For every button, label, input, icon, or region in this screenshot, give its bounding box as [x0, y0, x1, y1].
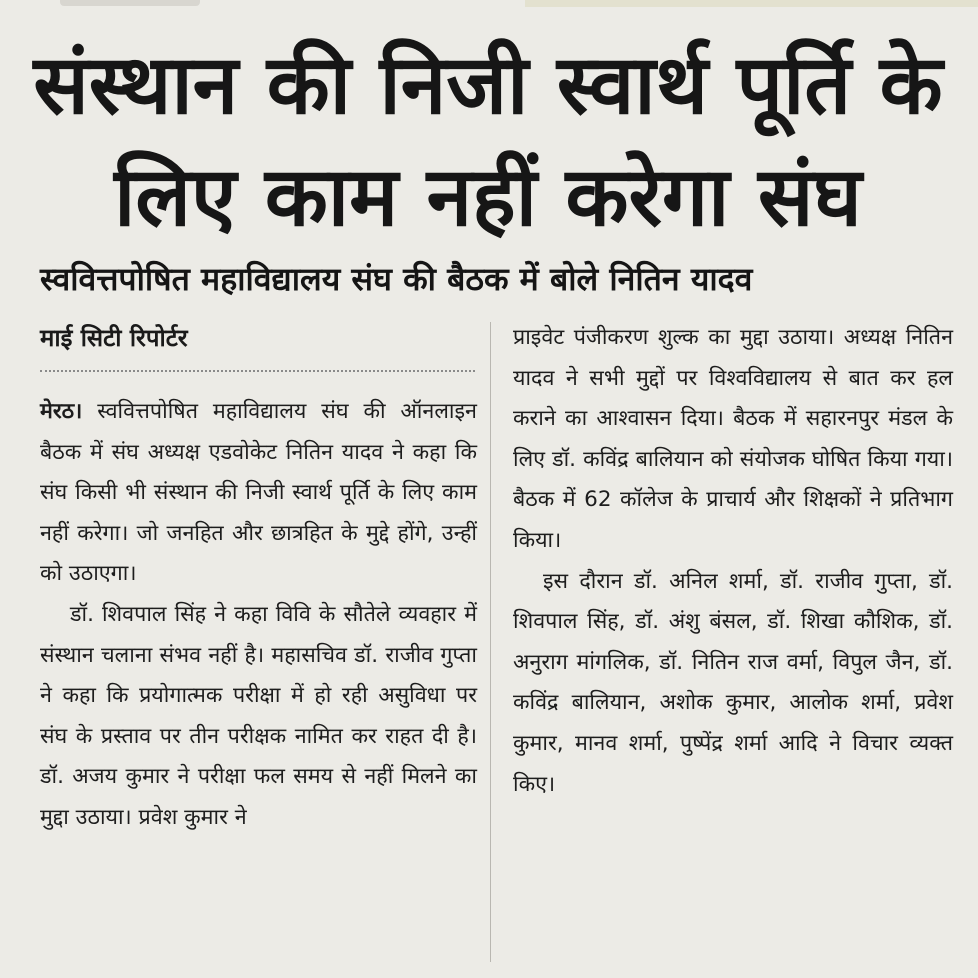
- right-paragraph-1: प्राइवेट पंजीकरण शुल्क का मुद्दा उठाया। अध्यक्ष नितिन यादव ने सभी मुद्दों पर विश्वविद्यालय से बात कर हल कराने का आश्वासन दिया। बैठक में सहारनपुर मंडल के लिए डॉ. कविंद्र बालियान को संयोजक घोषित किया गया। बैठक में 62 कॉलेज के प्राचार्य और शिक्षकों ने प्रतिभाग किया।: [513, 325, 953, 553]
- article-byline: माई सिटी रिपोर्टर: [40, 324, 188, 352]
- adjacent-clipping-edge: [525, 0, 978, 7]
- dateline: मेरठ।: [40, 399, 83, 424]
- right-paragraph-2: इस दौरान डॉ. अनिल शर्मा, डॉ. राजीव गुप्ता, डॉ. शिवपाल सिंह, डॉ. अंशु बंसल, डॉ. शिखा कौशिक, डॉ. अनुराग मांगलिक, डॉ. नितिन राज वर्मा, विपुल जैन, डॉ. कविंद्र बालियान, अशोक कुमार, आलोक शर्मा, प्रवेश कुमार, मानव शर्मा, पुष्पेंद्र शर्मा आदि ने विचार व्यक्त किए।: [513, 568, 953, 797]
- article-subheadline: स्ववित्तपोषित महाविद्यालय संघ की बैठक में बोले नितिन यादव: [40, 260, 753, 298]
- byline-divider: [40, 370, 475, 372]
- article-column-right: [513, 318, 953, 805]
- column-divider: [490, 322, 491, 962]
- left-paragraph-1: [40, 392, 477, 595]
- left-paragraph-2: डॉ. शिवपाल सिंह ने कहा विवि के सौतेले व्यवहार में संस्थान चलाना संभव नहीं है। महासचिव डॉ. राजीव गुप्ता ने कहा कि प्रयोगात्मक परीक्षा में हो रही असुविधा पर संघ के प्रस्ताव पर तीन परीक्षक नामित कर राहत दी है। डॉ. अजय कुमार ने परीक्षा फल समय से नहीं मिलने का मुद्दा उठाया। प्रवेश कुमार ने: [40, 601, 477, 830]
- article-headline: संस्थान की निजी स्वार्थ पूर्ति के लिए काम नहीं करेगा संघ: [33, 38, 943, 245]
- left-paragraph-1-text: स्ववित्तपोषित महाविद्यालय संघ की ऑनलाइन बैठक में संघ अध्यक्ष एडवोकेट नितिन यादव ने कहा कि संघ किसी भी संस्थान की निजी स्वार्थ पूर्ति के लिए काम नहीं करेगा। जो जनहित और छात्रहित के मुद्दे होंगे, उन्हीं को उठाएगा।: [40, 399, 477, 587]
- previous-article-edge: [60, 0, 200, 6]
- article-column-left: [40, 392, 477, 839]
